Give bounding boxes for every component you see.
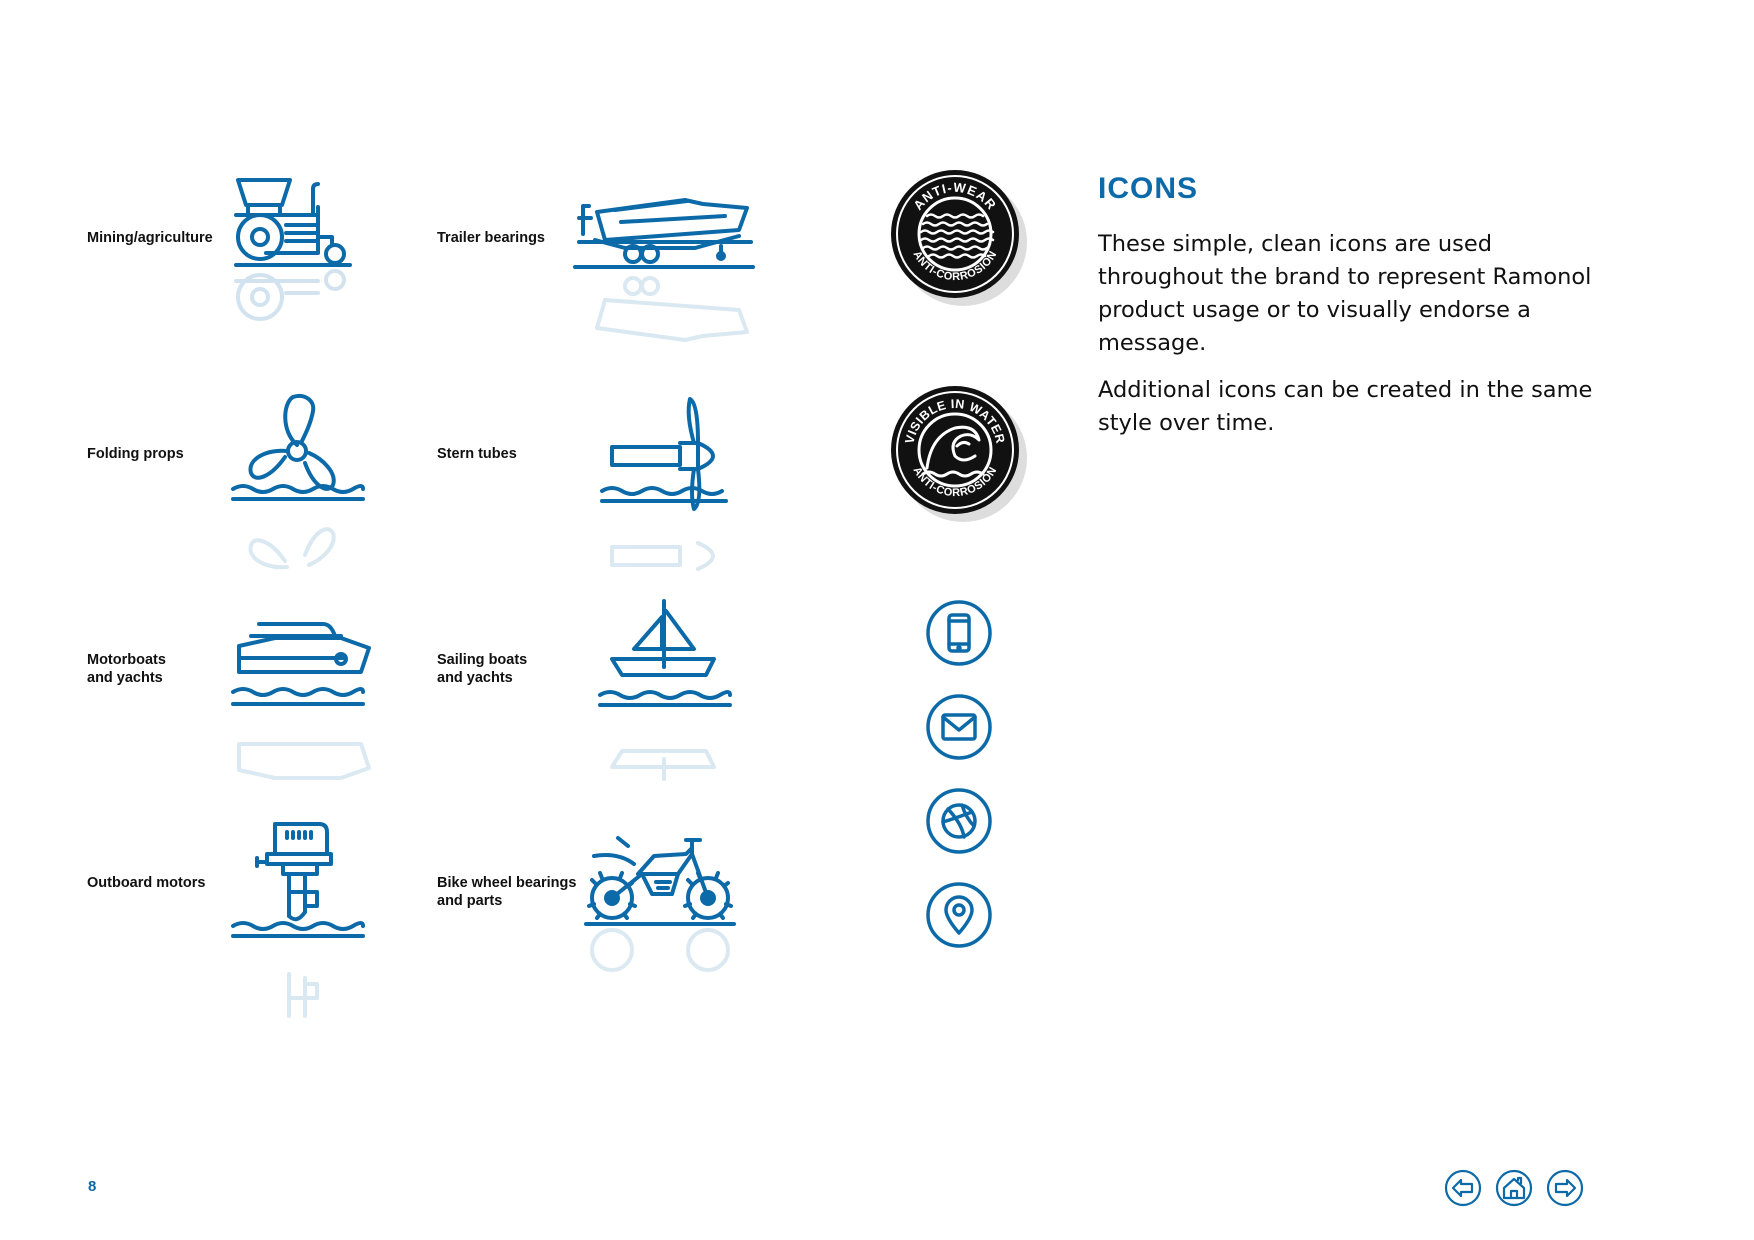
label-motorboats: Motorboats and yachts — [87, 652, 166, 686]
label-mining-agriculture: Mining/agriculture — [87, 230, 213, 246]
label-stern-tubes: Stern tubes — [437, 446, 517, 462]
motorbike-icon — [582, 834, 742, 994]
visible-in-water-badge — [891, 386, 1031, 526]
mail-icon — [926, 694, 992, 760]
propeller-icon — [231, 393, 366, 563]
back-arrow-icon[interactable] — [1444, 1169, 1482, 1207]
sailboat-icon — [598, 597, 733, 767]
label-trailer-bearings: Trailer bearings — [437, 230, 545, 246]
boat-trailer-icon — [575, 190, 755, 340]
badge-top-text: VISIBLE IN WATER — [902, 396, 1008, 446]
page-title: ICONS — [1098, 172, 1199, 205]
label-folding-props: Folding props — [87, 446, 184, 462]
label-outboard-motors: Outboard motors — [87, 875, 206, 891]
forward-arrow-icon[interactable] — [1546, 1169, 1584, 1207]
badge-bottom-text: ANTI-CORROSION — [910, 248, 1000, 284]
anti-wear-badge — [891, 170, 1031, 310]
dribbble-icon — [926, 788, 992, 854]
location-pin-icon — [926, 882, 992, 948]
outboard-motor-icon — [231, 820, 366, 1000]
stern-tube-icon — [598, 395, 733, 555]
phone-icon — [926, 600, 992, 666]
label-sailing-boats: Sailing boats and yachts — [437, 652, 528, 686]
additional-paragraph: Additional icons can be created in the same style over time. — [1098, 377, 1593, 436]
motorboat-icon — [231, 618, 371, 768]
label-bike-wheel-bearings: Bike wheel bearings and parts — [437, 875, 577, 909]
tractor-icon — [226, 175, 356, 335]
page-number: 8 — [88, 1178, 97, 1195]
badge-bottom-text: ANTI-CORROSION — [910, 464, 1000, 500]
badge-top-text: ANTI-WEAR — [910, 179, 1000, 213]
intro-paragraph: These simple, clean icons are used throughout the brand to represent Ramonol product usage or to visually endorse a message. — [1098, 231, 1592, 356]
home-icon[interactable] — [1495, 1169, 1533, 1207]
